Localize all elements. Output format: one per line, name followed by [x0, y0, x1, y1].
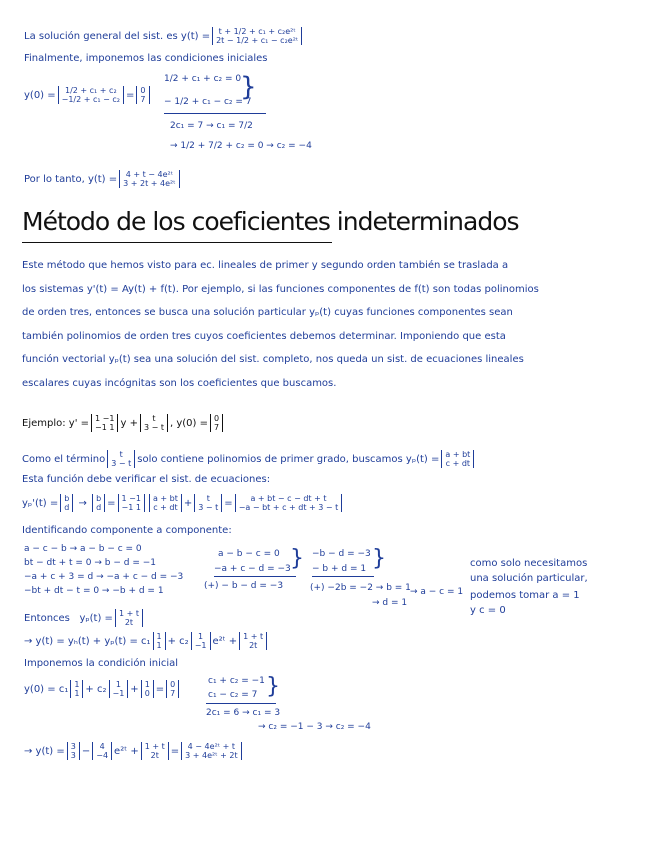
paragraph-line: de orden tres, entonces se busca una solución particular yₚ(t) cuyas funciones componentes sean [22, 307, 513, 318]
paragraph-line: función vectorial yₚ(t) sea una solución del sist. completo, nos queda un sist. de ecuaciones lineales [22, 354, 524, 365]
result-matrix: 4 + t − 4e²ᵗ 3 + 2t + 4e²ᵗ [119, 170, 179, 188]
section-heading: Método de los coeficientes indeterminados [22, 207, 519, 236]
paragraph-line: Este método que hemos visto para ec. lineales de primer y segundo orden también se traslada a [22, 260, 509, 271]
system1-divider [164, 113, 266, 114]
general-solution-matrix: t + 1/2 + c₁ + c₂e²ᵗ 2t − 1/2 + c₁ − c₂e²ᵗ [212, 27, 302, 45]
system2-divider [206, 703, 276, 704]
systemB-after: → a − c = 1 [410, 587, 464, 597]
derivative-equation: yₚ'(t) = b d → b d = 1 −1 −1 1 a + bt c + dt + t 3 − t = a + bt − c − dt + t −a − bt + c + dt + 3 − t [22, 494, 344, 512]
system1-eq1: 1/2 + c₁ + c₂ = 0 [164, 74, 242, 84]
systemA-eq: −a + c − d = −3 [214, 564, 291, 574]
component-eq: −bt + dt − t = 0 → −b + d = 1 [24, 586, 164, 596]
general-solution-text: La solución general del sist. es y(t) = t + 1/2 + c₁ + c₂e²ᵗ 2t − 1/2 + c₁ − c₂e²ᵗ [24, 27, 304, 45]
systemB-eq: −b − d = −3 [312, 549, 371, 559]
impon-line: Imponemos la condición inicial [24, 658, 179, 669]
side-note-line: una solución particular, [470, 573, 588, 584]
paragraph-line: también polinomios de orden tres cuyos coeficientes debemos determinar. Imponiendo que esta [22, 330, 506, 342]
systemA-sum: (+) − b − d = −3 [204, 581, 284, 591]
y0-second-equation: y(0) = c₁ 1 1 + c₂ 1 −1 + 1 0 = 0 7 [24, 680, 181, 698]
y0-equation: y(0) = 1/2 + c₁ + c₂ −1/2 + c₁ − c₂ = 0 7 [24, 86, 152, 104]
systemB-brace: } [372, 546, 386, 571]
como-line: Como el término t 3 − t solo contiene polinomios de primer grado, buscamos yₚ(t) = a + bt c + dt [22, 450, 476, 468]
system2-brace: } [266, 674, 280, 699]
system1-eq2: − 1/2 + c₁ − c₂ = 7 [164, 97, 252, 107]
system2-eq: c₁ − c₂ = 7 [208, 690, 258, 700]
paragraph-line: los sistemas y'(t) = Ay(t) + f(t). Por ejemplo, si las funciones componentes de f(t) son todas polinomios [22, 283, 539, 295]
side-note-line: como solo necesitamos [470, 558, 588, 569]
final-solution-line: → y(t) = 3 3 − 4 −4 e²ᵗ + 1 + t 2t = 4 − 4e²ᵗ + t 3 + 4e²ᵗ + 2t [24, 742, 244, 760]
general-sum-line: → y(t) = yₕ(t) + yₚ(t) = c₁ 1 1 + c₂ 1 −1 e²ᵗ + 1 + t 2t [24, 632, 269, 650]
systemB-d: → d = 1 [372, 598, 408, 608]
system1-sum: 2c₁ = 7 → c₁ = 7/2 [170, 121, 253, 131]
component-eq: bt − dt + t = 0 → b − d = −1 [24, 558, 157, 568]
example-line: Ejemplo: y' = 1 −1 −1 1 y + t 3 − t , y(0) = 0 7 [22, 414, 225, 432]
method-paragraph [22, 254, 634, 395]
paragraph-line: escalares cuyas incógnitas son los coeficientes que buscamos. [22, 377, 337, 389]
entonces-line: Entonces yₚ(t) = 1 + t 2t [24, 609, 145, 627]
side-note-line: podemos tomar a = 1 [470, 590, 580, 601]
component-eq: a − c − b → a − b − c = 0 [24, 544, 142, 554]
systemA-divider [214, 576, 296, 577]
systemA-brace: } [290, 546, 304, 571]
ident-line: Identificando componente a componente: [22, 525, 232, 536]
systemB-divider [312, 576, 374, 577]
systemB-eq: − b + d = 1 [312, 564, 367, 574]
side-note-line: y c = 0 [470, 605, 506, 616]
system1-next: → 1/2 + 7/2 + c₂ = 0 → c₂ = −4 [170, 141, 312, 151]
initial-conditions-text: Finalmente, imponemos las condiciones iniciales [24, 53, 268, 64]
system2-next: → c₂ = −1 − 3 → c₂ = −4 [258, 722, 371, 732]
systemB-sum: (+) −2b = −2 → b = 1 [310, 583, 411, 593]
result-text: Por lo tanto, y(t) = 4 + t − 4e²ᵗ 3 + 2t + 4e²ᵗ [24, 170, 182, 188]
heading-underline [22, 242, 332, 243]
systemA-eq: a − b − c = 0 [218, 549, 280, 559]
system1-brace: } [240, 72, 257, 102]
component-eq: −a + c + 3 = d → −a + c − d = −3 [24, 572, 184, 582]
system2-sum: 2c₁ = 6 → c₁ = 3 [206, 708, 281, 718]
debe-line: Esta función debe verificar el sist. de ecuaciones: [22, 474, 271, 485]
system2-eq: c₁ + c₂ = −1 [208, 676, 265, 686]
